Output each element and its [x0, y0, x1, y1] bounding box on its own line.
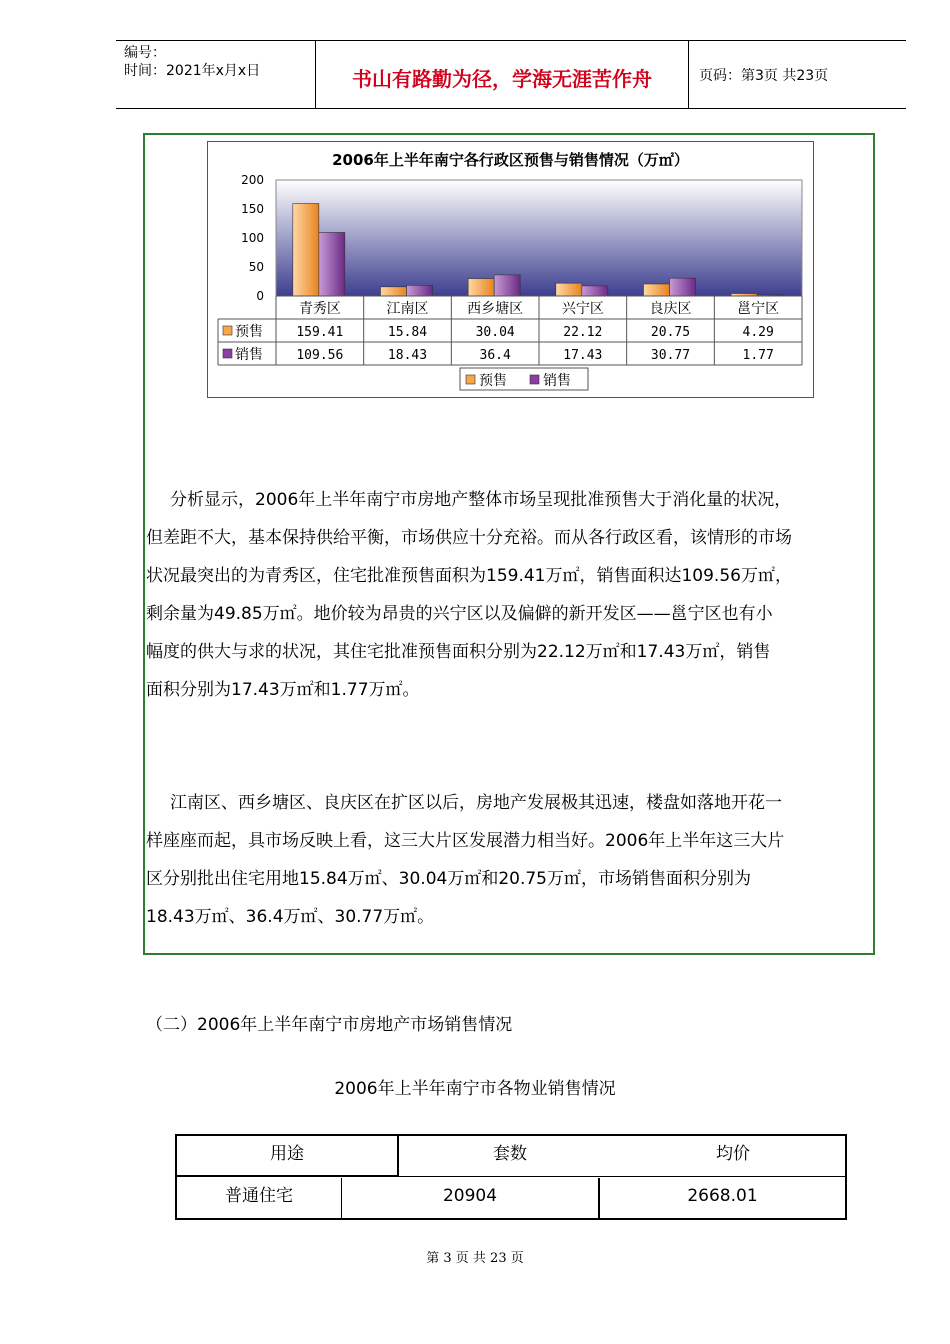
- y-tick-label: 200: [241, 173, 264, 187]
- bar-预售: [644, 284, 670, 296]
- para-line: 江南区、西乡塘区、良庆区在扩区以后，房地产发展极其迅速，楼盘如落地开花一: [170, 793, 782, 813]
- table-cell: 20904: [342, 1178, 600, 1218]
- para-line: 样座座而起，具市场反映上看，这三大片区发展潜力相当好。2006年上半年这三大片: [146, 831, 785, 851]
- data-value-label: 15.84: [387, 325, 428, 340]
- series-label: 销售: [235, 347, 263, 363]
- para-line: 分析显示，2006年上半年南宁市房地产整体市场呈现批准预售大于消化量的状况，: [170, 490, 792, 510]
- plot-area: [276, 180, 802, 296]
- motto: 书山有路勤为径，学海无涯苦作舟: [352, 67, 652, 91]
- analysis-paragraph-1: [146, 481, 876, 709]
- header-meta-cell: [116, 41, 316, 108]
- bar-销售: [582, 286, 608, 296]
- table-header-cell: 套数: [493, 1144, 527, 1164]
- category-label: 良庆区: [649, 301, 692, 317]
- data-value-label: 30.04: [475, 325, 515, 340]
- header-page-cell: [689, 41, 905, 108]
- bar-预售: [468, 279, 494, 296]
- table-header-cell: 均价: [716, 1144, 750, 1164]
- data-value-label: 159.41: [296, 325, 344, 340]
- table-divider: [177, 1176, 845, 1177]
- para-line: 18.43万㎡、36.4万㎡、30.77万㎡。: [146, 907, 435, 927]
- data-value-label: 18.43: [387, 348, 428, 363]
- data-value-label: 30.77: [650, 348, 691, 363]
- legend-swatch: [530, 375, 539, 384]
- table-cell: 普通住宅: [177, 1178, 342, 1218]
- page-header: [116, 40, 906, 109]
- data-value-label: 109.56: [296, 348, 344, 363]
- y-tick-label: 50: [248, 260, 264, 274]
- data-value-label: 36.4: [479, 348, 511, 363]
- number-label: 编号：: [124, 45, 166, 61]
- legend-label: 预售: [479, 373, 507, 389]
- data-value-label: 1.77: [742, 348, 774, 363]
- category-label: 江南区: [386, 301, 429, 317]
- legend-swatch: [466, 375, 475, 384]
- data-value-label: 20.75: [650, 325, 691, 340]
- sales-table: [175, 1134, 847, 1220]
- bar-销售: [319, 232, 345, 296]
- header-motto-cell: [316, 41, 689, 108]
- para-line: 剩余量为49.85万㎡。地价较为昂贵的兴宁区以及偏僻的新开发区——邕宁区也有小: [146, 604, 773, 624]
- bar-销售: [670, 278, 696, 296]
- legend-label: 销售: [543, 373, 571, 389]
- bar-预售: [293, 204, 319, 296]
- bar-预售: [381, 287, 407, 296]
- page-footer: 第 3 页 共 23 页: [426, 1251, 524, 1266]
- time-label: 时间：2021年x月x日: [124, 63, 261, 79]
- bar-销售: [494, 275, 520, 296]
- series-swatch: [223, 349, 232, 358]
- category-label: 青秀区: [298, 301, 341, 317]
- y-tick-label: 0: [256, 289, 264, 303]
- para-line: 幅度的供大与求的状况，其住宅批准预售面积分别为22.12万㎡和17.43万㎡，销售: [146, 642, 771, 662]
- table-title: 2006年上半年南宁市各物业销售情况: [334, 1079, 616, 1099]
- data-value-label: 22.12: [563, 325, 603, 340]
- para-line: 区分别批出住宅用地15.84万㎡、30.04万㎡和20.75万㎡，市场销售面积分别为: [146, 869, 752, 889]
- para-line: 但差距不大，基本保持供给平衡，市场供应十分充裕。而从各行政区看，该情形的市场: [146, 528, 792, 548]
- bar-预售: [556, 283, 582, 296]
- chart-svg: [208, 142, 813, 397]
- bar-销售: [407, 285, 433, 296]
- para-line: 面积分别为17.43万㎡和1.77万㎡。: [146, 680, 420, 700]
- category-label: 邕宁区: [737, 301, 780, 317]
- category-label: 西乡塘区: [467, 301, 524, 317]
- table-cell: 2668.01: [687, 1186, 758, 1206]
- para-line: 状况最突出的为青秀区，住宅批准预售面积为159.41万㎡，销售面积达109.56万㎡，: [146, 566, 792, 586]
- category-label: 兴宁区: [561, 301, 604, 317]
- section-heading: （二）2006年上半年南宁市房地产市场销售情况: [146, 1015, 513, 1035]
- chart-title: 2006年上半年南宁各行政区预售与销售情况（万㎡）: [332, 151, 689, 169]
- y-tick-label: 100: [241, 231, 264, 245]
- data-value-label: 4.29: [742, 325, 774, 340]
- table-header-cell: 用途: [177, 1136, 399, 1176]
- analysis-paragraph-2: [146, 784, 876, 936]
- data-value-label: 17.43: [563, 348, 603, 363]
- district-chart: [207, 141, 814, 398]
- y-tick-label: 150: [241, 202, 264, 216]
- series-label: 预售: [235, 324, 263, 340]
- series-swatch: [223, 326, 232, 335]
- page-code: 页码：第3页 共23页: [699, 68, 829, 84]
